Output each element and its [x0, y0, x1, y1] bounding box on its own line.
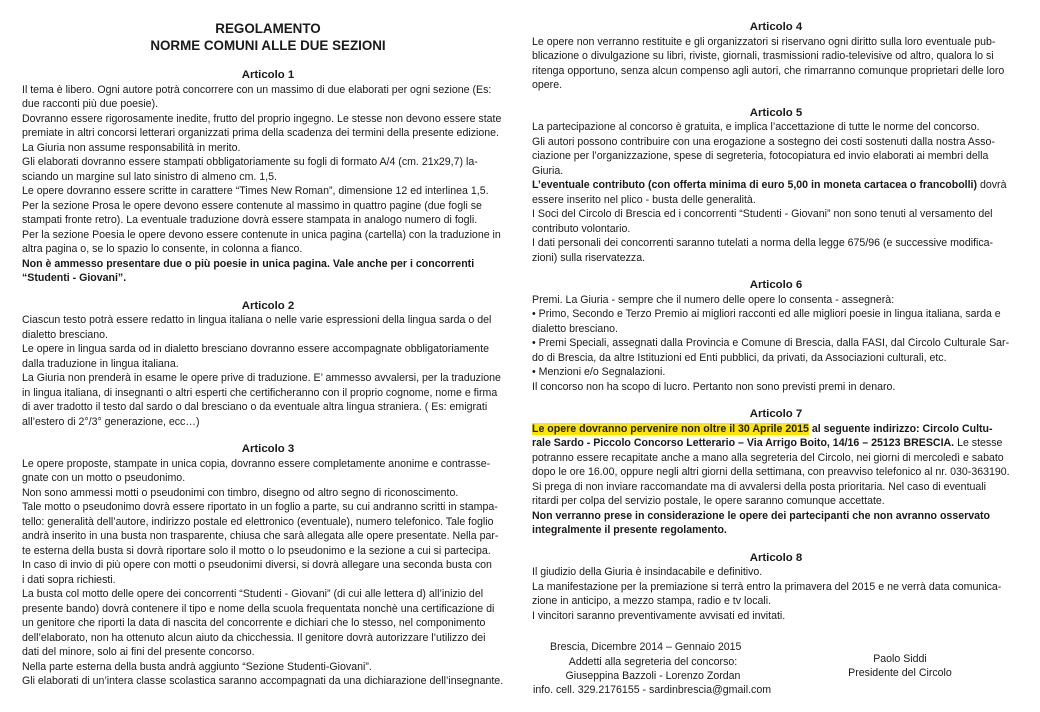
text-line: di aver tradotto il testo dal sardo o dal bresciano o da eventuale altra lingua straniera. ( Es: emigrati — [22, 401, 488, 413]
text-line: premiate in altri concorsi letterari organizzati prima della scadenza dei termini della presente edizione. — [22, 127, 499, 139]
text-line: andrà inserito in una busta non trasparente, chiusa che sarà allegata alle opere presentate. Nella par- — [22, 530, 499, 542]
deadline-highlight: Le opere dovranno pervenire non oltre il 30 Aprile 2015 — [532, 422, 809, 435]
signoff-president-name: Paolo Siddi — [873, 653, 927, 665]
articolo-2-body — [22, 313, 514, 429]
signoff-addetti-label: Addetti alla segreteria del concorso: — [568, 656, 738, 668]
text-line: I Soci del Circolo di Brescia ed i concorrenti “Studenti - Giovani” non sono tenuti al versamento del — [532, 208, 993, 220]
text-line: Le opere dovranno essere scritte in carattere “Times New Roman”, dimensione 12 ed interlinea 1,5. — [22, 185, 489, 197]
text-line: stampati fronte retro). La eventuale traduzione dovrà essere stampata in analogo numero di fogli. — [22, 214, 478, 226]
text-line: essere inserito nel plico - busta delle generalità. — [532, 193, 756, 206]
articolo-4-body — [532, 35, 1020, 93]
articolo-5-body — [532, 120, 1020, 265]
text-line: Il tema è libero. Ogni autore potrà concorrere con un massimo di due elaborati per ogni sezione (Es: — [22, 83, 492, 96]
articolo-3-body — [22, 457, 514, 689]
text-line: Si prega di non inviare raccomandate ma di avvalersi della posta prioritaria. Nel caso di eventuali — [532, 480, 987, 493]
bold-text-line: Non verranno prese in considerazione le opere dei partecipanti che non avranno osservato — [532, 509, 991, 522]
signoff-president-title: Presidente del Circolo — [848, 667, 952, 679]
text-span: dovrà — [977, 179, 1007, 191]
text-line: • Premi Speciali, assegnati dalla Provincia e Comune di Brescia, dalla FASI, dal Circolo Culturale Sar- — [532, 337, 1010, 349]
document-subtitle: NORME COMUNI ALLE DUE SEZIONI — [150, 38, 386, 53]
text-line: dialetto bresciano. — [22, 328, 108, 341]
text-line: potranno essere recapitate anche a mano alla segreteria del Circolo, nei giorni di mercoledì e sabato — [532, 451, 1004, 464]
text-line: Le opere in lingua sarda od in dialetto bresciano dovranno essere accompagnate obbligatoriamente — [22, 343, 490, 355]
text-line: • Menzioni e/o Segnalazioni. — [532, 366, 666, 378]
articolo-1-heading: Articolo 1 — [241, 69, 295, 81]
text-line: zioni) sulla riservatezza. — [532, 251, 646, 264]
text-line: opere. — [532, 79, 563, 91]
articolo-8-heading: Articolo 8 — [749, 551, 803, 564]
text-line: Nella parte esterna della busta andrà aggiunto “Sezione Studenti-Giovani”. — [22, 660, 372, 673]
text-line: La busta col motto delle opere dei concorrenti “Studenti - Giovani” (di cui alle lettera d) all’inizio del — [22, 588, 484, 600]
text-line: Il giudizio della Giuria è insindacabile e definitivo. — [532, 566, 763, 578]
text-line: La Giuria non prenderà in esame le opere prive di traduzione. E’ ammesso avvalersi, per la traduzione — [22, 372, 501, 384]
text-line: I dati personali dei concorrenti saranno tutelati a norma della legge 675/96 (e successive modifica- — [532, 237, 994, 249]
text-line: contributo volontario. — [532, 222, 631, 235]
text-line: do di Brescia, da altre Istituzioni ed Enti pubblici, da privati, da Associazioni culturali, etc. — [532, 351, 947, 364]
text-line: altra pagina o, se lo spazio lo consente, in colonna a fianco. — [22, 243, 303, 255]
text-line: ritardi per colpa del servizio postale, le opere saranno comunque accettate. — [532, 495, 885, 507]
text-line: Dovranno essere rigorosamente inedite, frutto del proprio ingegno. Le stesse non devono essere state — [22, 112, 502, 125]
text-line: i dati sopra richiesti. — [22, 573, 116, 586]
text-line: Ciascun testo potrà essere redatto in lingua italiana o nelle varie espressioni della lingua sarda o del — [22, 314, 492, 326]
right-column — [532, 0, 1020, 623]
text-line: La manifestazione per la premiazione si terrà entro la primavera del 2015 e ne verrà data comunica- — [532, 580, 1002, 593]
text-line: sciando un margine sul lato sinistro di almeno cm. 1,5. — [22, 170, 277, 183]
signoff-addetti-names: Giuseppina Bazzoli - Lorenzo Zordan — [565, 670, 741, 682]
articolo-6-body — [532, 293, 1020, 395]
text-line: Il concorso non ha scopo di lucro. Pertanto non sono previsti premi in denaro. — [532, 380, 896, 393]
text-line — [532, 422, 1020, 437]
text-line: In caso di invio di più opere con motti o pseudonimi diversi, si dovrà allegare una seconda busta con — [22, 559, 492, 571]
text-line: tello: generalità dell’autore, indirizzo postale ed elettronico (eventuale), numero telefonico. Tale foglio — [22, 515, 494, 528]
text-span: al seguente indirizzo: Circolo Cultu- — [808, 422, 993, 435]
articolo-1-body — [22, 83, 514, 286]
text-line: due racconti più due poesie). — [22, 98, 159, 110]
articolo-4-heading: Articolo 4 — [749, 21, 803, 33]
articolo-5-heading: Articolo 5 — [749, 106, 803, 119]
articolo-2-heading: Articolo 2 — [241, 299, 295, 312]
articolo-6-heading: Articolo 6 — [749, 279, 803, 291]
text-line: dati del minore, solo ai fini del presente concorso. — [22, 646, 255, 658]
text-line: Le opere proposte, stampate in unica copia, dovranno essere completamente anonime e contrasse- — [22, 457, 491, 470]
text-line: I vincitori saranno preventivamente avvisati ed invitati. — [532, 609, 786, 622]
text-line: dialetto bresciano. — [532, 322, 618, 335]
text-line: Gli elaborati dovranno essere stampati obbligatoriamente su fogli di formato A/4 (cm. 21x29,7) la- — [22, 156, 478, 168]
text-line: dalla traduzione in lingua italiana. — [22, 357, 179, 370]
bold-text-line: “Studenti - Giovani”. — [22, 272, 127, 284]
text-line: Tale motto o pseudonimo dovrà essere riportato in un foglio a parte, su cui andranno scritti in stampa- — [22, 501, 498, 513]
document-title: REGOLAMENTO — [215, 21, 321, 36]
text-line: Gli autori possono contribuire con una erogazione a sostegno dei costi sostenuti dalla nostra Asso- — [532, 135, 995, 148]
text-span: Le stesse — [954, 437, 1003, 449]
text-line: dopo le ore 16.00, oppure negli altri giorni della settimana, con preavviso telefonico al nr. 030-363190. — [532, 466, 1010, 478]
text-line: in lingua italiana, di insegnanti o altri esperti che certificheranno con il proprio cognome, nome e firma — [22, 386, 498, 399]
text-line: ritenga opportuno, senza alcun compenso agli autori, che rimarranno comunque proprietari delle loro — [532, 64, 1005, 77]
text-line: dell’elaborato, non ha ottenuto alcun aiuto da chicchessia. Il genitore dovrà autorizzare l’utilizzo dei — [22, 631, 486, 644]
articolo-7-heading: Articolo 7 — [749, 408, 803, 420]
signoff-place-date: Brescia, Dicembre 2014 – Gennaio 2015 — [550, 641, 742, 653]
text-line: all’estero di 2°/3° generazione, ecc…) — [22, 415, 200, 428]
text-line: te esterna della busta si dovrà riportare solo il motto o lo pseudonimo e la sezione a cui si partecipa. — [22, 544, 491, 557]
text-line: La partecipazione al concorso è gratuita, e implica l’accettazione di tutte le norme del concorso. — [532, 121, 980, 133]
text-line — [532, 436, 1020, 451]
contributo-bold-text: L’eventuale contributo (con offerta minima di euro 5,00 in moneta cartacea o francobolli) — [532, 179, 978, 191]
text-line: Gli elaborati di un’intera classe scolastica saranno accompagnati da una dichiarazione dell’insegnante. — [22, 675, 504, 687]
text-line: Premi. La Giuria - sempre che il numero delle opere lo consenta - assegnerà: — [532, 293, 895, 306]
bold-text-line: Non è ammesso presentare due o più poesie in unica pagina. Vale anche per i concorrenti — [22, 257, 475, 270]
articolo-3-heading: Articolo 3 — [241, 443, 295, 455]
articolo-7-body — [532, 422, 1020, 538]
left-column — [22, 0, 514, 689]
text-line: Per la sezione Poesia le opere devono essere contenute in unica pagina (cartella) con la traduzione in — [22, 228, 501, 241]
text-line: Giuria. — [532, 164, 564, 177]
text-line: Per la sezione Prosa le opere devono essere contenute al massimo in quattro pagine (due fogli se — [22, 199, 482, 212]
address-bold-text: rale Sardo - Piccolo Concorso Letterario – Via Arrigo Boito, 14/16 – 25123 BRESCIA. — [532, 437, 955, 449]
text-line: Non sono ammessi motti o pseudonimi con timbro, disegno od altro segno di riconoscimento. — [22, 486, 459, 499]
text-line: • Primo, Secondo e Terzo Premio ai migliori racconti ed alle migliori poesie in lingua italiana, sarda e — [532, 308, 1001, 320]
text-line: gnate con un motto o pseudonimo. — [22, 472, 186, 484]
text-line: un genitore che riporti la data di nascita del concorrente e dichiari che lo stesso, nel componimento — [22, 617, 486, 629]
text-line: Le opere non verranno restituite e gli organizzatori si riservano ogni diritto sulla loro eventuale pub- — [532, 35, 996, 48]
text-line: blicazione o divulgazione su libri, riviste, giornali, trasmissioni radio-televisive od altro, qualora lo si — [532, 50, 994, 62]
articolo-8-body — [532, 565, 1020, 623]
text-line: ciazione per l’organizzazione, spese di segreteria, fotocopiatura ed invio elaborati ai membri della — [532, 150, 989, 162]
text-line: presente bando) dovrà contenere il tipo e nome della scuola frequentata nonchè una certificazione di — [22, 602, 495, 615]
text-line: zione in anticipo, a mezzo stampa, radio e tv locali. — [532, 595, 772, 607]
text-line — [532, 178, 1020, 193]
signoff-contact: info. cell. 329.2176155 - sardinbrescia@gmail.com — [533, 684, 772, 696]
text-line: La Giuria non assume responsabilità in merito. — [22, 141, 241, 154]
bold-text-line: integralmente il presente regolamento. — [532, 524, 727, 536]
